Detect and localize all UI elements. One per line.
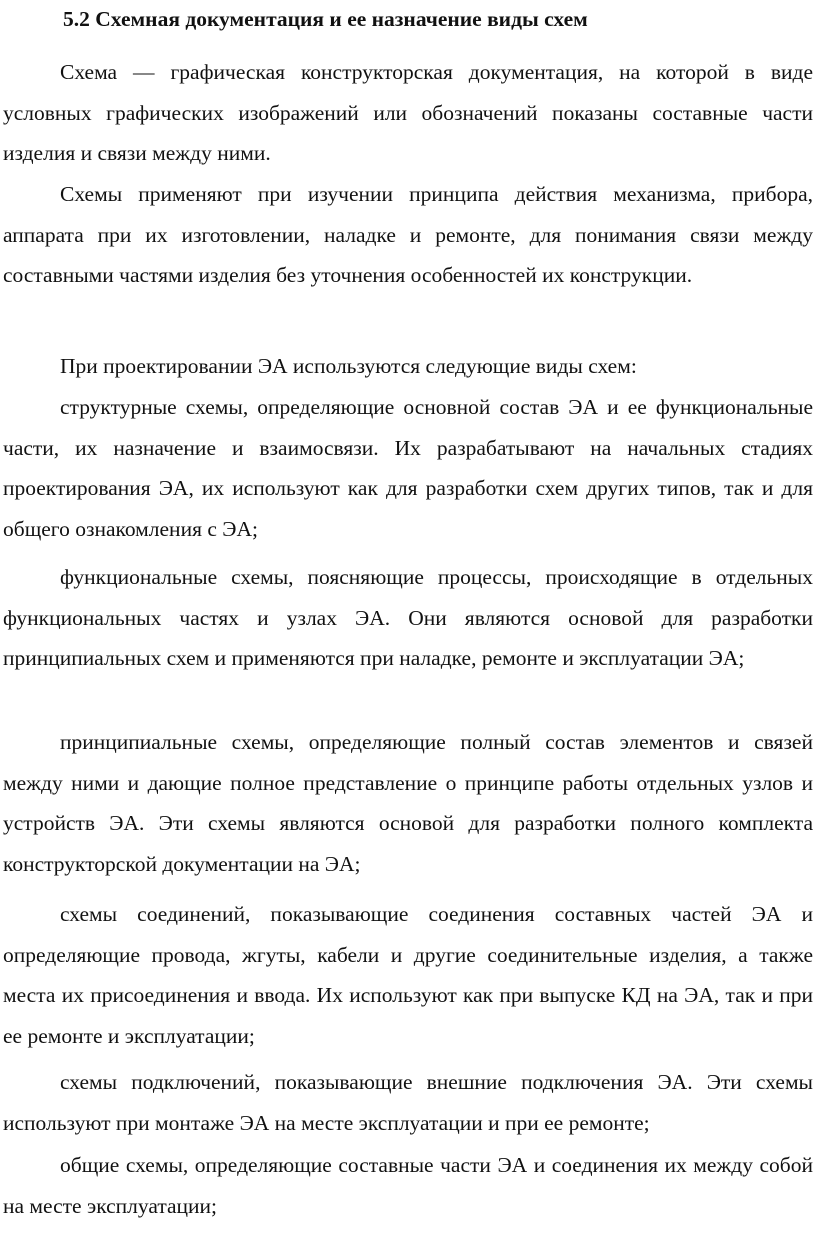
list-item-attachments: схемы подключений, показывающие внешние подключения ЭА. Эти схемы используют при монтаже ЭА на месте эксплуатации и при ее ремонте;	[3, 1070, 813, 1135]
list-item-principal: принципиальные схемы, определяющие полный состав элементов и связей между ними и дающие полное представление о принципе работы отдельных узлов и устройств ЭА. Эти схемы являются основой для разработки полного комплекта конструкторской документации на ЭА;	[3, 730, 813, 876]
paragraph-definition: Схема — графическая конструкторская документация, на которой в виде условных графических изображений или обозначений показаны составные части изделия и связи между ними.	[3, 60, 813, 166]
list-item-functional: функциональные схемы, поясняющие процессы, происходящие в отдельных функциональных частях и узлах ЭА. Они являются основой для разработки принципиальных схем и применяются при наладке, ремонте и эксплуатации ЭА;	[3, 565, 813, 671]
paragraph-intro-list: При проектировании ЭА используются следующие виды схем:	[60, 354, 637, 378]
list-item-structural: структурные схемы, определяющие основной состав ЭА и ее функциональные части, их назначение и взаимосвязи. Их разрабатывают на начальных стадиях проектирования ЭА, их используют как для разработки схем других типов, так и для общего ознакомления с ЭА;	[3, 395, 813, 541]
paragraph-purpose: Схемы применяют при изучении принципа действия механизма, прибора, аппарата при их изготовлении, наладке и ремонте, для понимания связи между составными частями изделия без уточнения особенностей их конструкции.	[3, 182, 813, 288]
list-item-general: общие схемы, определяющие составные части ЭА и соединения их между собой на месте эксплуатации;	[3, 1153, 813, 1218]
section-heading: 5.2 Схемная документация и ее назначение виды схем	[63, 7, 588, 31]
list-item-connections: схемы соединений, показывающие соединения составных частей ЭА и определяющие провода, жгуты, кабели и другие соединительные изделия, а также места их присоединения и ввода. Их используют как при выпуске КД на ЭА, так и при ее ремонте и эксплуатации;	[3, 902, 813, 1048]
